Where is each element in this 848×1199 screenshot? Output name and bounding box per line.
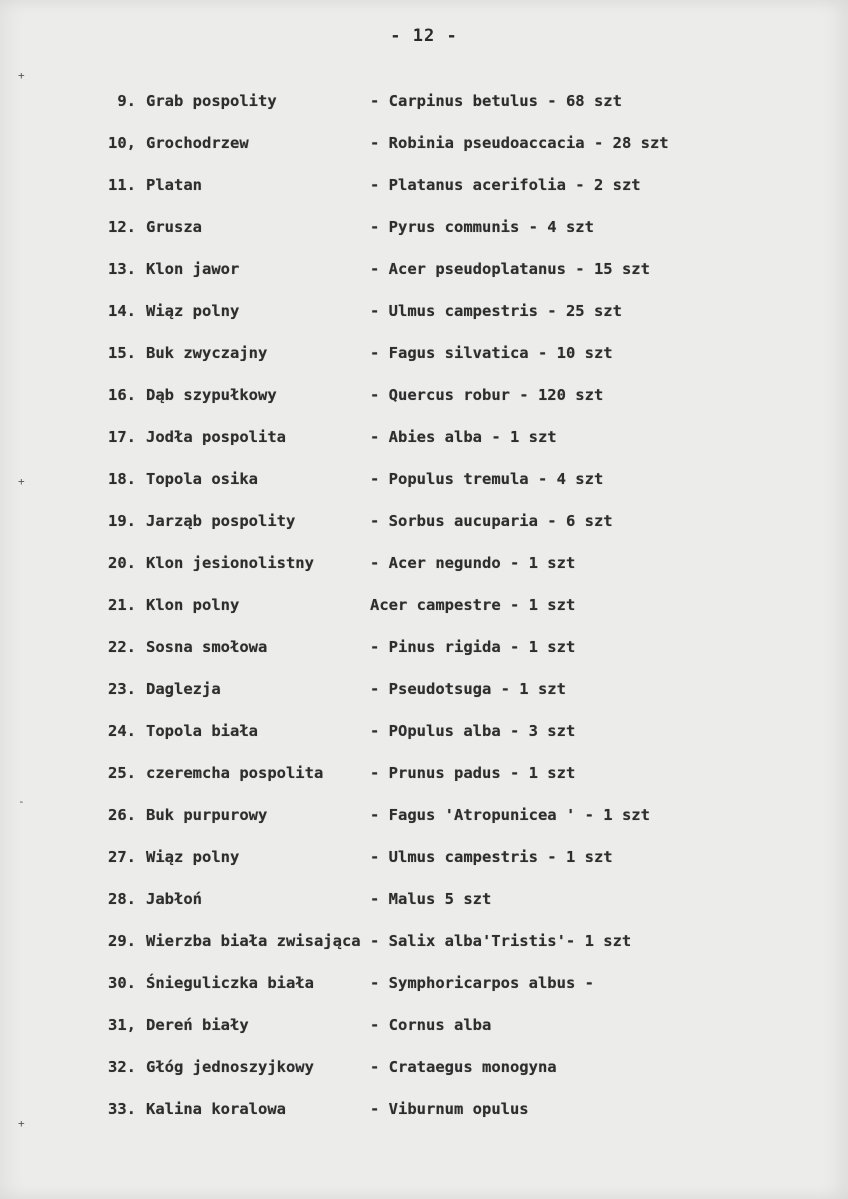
item-number: 21. [108, 596, 136, 614]
latin-name: - Ulmus campestris - 25 szt [370, 302, 622, 320]
latin-name: - Platanus acerifolia - 2 szt [370, 176, 641, 194]
common-name: Wiąz polny [146, 848, 240, 866]
list-item [0, 1016, 848, 1040]
latin-name: - Ulmus campestris - 1 szt [370, 848, 613, 866]
common-name: Wiąz polny [146, 302, 240, 320]
list-item [0, 344, 848, 368]
common-name: Klon jawor [146, 260, 240, 278]
list-item [0, 764, 848, 788]
margin-mark-icon: + [18, 475, 25, 488]
list-item [0, 932, 848, 956]
item-number: 31, [108, 1016, 136, 1034]
item-number: 23. [108, 680, 136, 698]
item-number: 12. [108, 218, 136, 236]
list-item [0, 428, 848, 452]
common-name: Buk zwyczajny [146, 344, 268, 362]
item-number: 22. [108, 638, 136, 656]
latin-name: - Carpinus betulus - 68 szt [370, 92, 622, 110]
item-number: 14. [108, 302, 136, 320]
list-item [0, 1100, 848, 1124]
list-item [0, 218, 848, 242]
latin-name: - Malus 5 szt [370, 890, 492, 908]
common-name: Sosna smołowa [146, 638, 268, 656]
margin-mark-icon: - [18, 795, 25, 808]
latin-name: - Symphoricarpos albus - [370, 974, 594, 992]
list-item [0, 176, 848, 200]
list-item [0, 386, 848, 410]
item-number: 15. [108, 344, 136, 362]
item-number: 13. [108, 260, 136, 278]
list-item [0, 260, 848, 284]
list-item [0, 974, 848, 998]
item-number: 25. [108, 764, 136, 782]
item-number: 24. [108, 722, 136, 740]
list-item [0, 92, 848, 116]
common-name: Wierzba biała zwisająca - Salix alba'Tristis'- 1 szt [146, 932, 632, 950]
item-number: 20. [108, 554, 136, 572]
common-name: Dereń biały [146, 1016, 249, 1034]
latin-name: - Pinus rigida - 1 szt [370, 638, 576, 656]
list-item [0, 596, 848, 620]
item-number: 11. [108, 176, 136, 194]
item-number: 33. [108, 1100, 136, 1118]
common-name: Topola biała [146, 722, 258, 740]
common-name: Głóg jednoszyjkowy [146, 1058, 314, 1076]
list-item [0, 470, 848, 494]
common-name: Klon jesionolistny [146, 554, 314, 572]
list-item [0, 806, 848, 830]
page-number: - 12 - [390, 26, 458, 46]
item-number: 17. [108, 428, 136, 446]
latin-name: - Acer pseudoplatanus - 15 szt [370, 260, 650, 278]
item-number: 10, [108, 134, 136, 152]
common-name: Topola osika [146, 470, 258, 488]
list-item [0, 890, 848, 914]
latin-name: - Fagus silvatica - 10 szt [370, 344, 613, 362]
latin-name: - Viburnum opulus [370, 1100, 529, 1118]
list-item [0, 1058, 848, 1082]
latin-name: - Robinia pseudoaccacia - 28 szt [370, 134, 669, 152]
latin-name: - Crataegus monogyna [370, 1058, 557, 1076]
latin-name: - Acer negundo - 1 szt [370, 554, 576, 572]
list-item [0, 722, 848, 746]
item-number: 30. [108, 974, 136, 992]
common-name: Jabłoń [146, 890, 202, 908]
common-name: Kalina koralowa [146, 1100, 286, 1118]
latin-name: - Populus tremula - 4 szt [370, 470, 604, 488]
list-item [0, 680, 848, 704]
common-name: Grusza [146, 218, 202, 236]
common-name: Grab pospolity [146, 92, 277, 110]
margin-mark-icon: + [18, 1117, 25, 1130]
latin-name: - Abies alba - 1 szt [370, 428, 557, 446]
latin-name: - Cornus alba [370, 1016, 492, 1034]
item-number: 29. [108, 932, 136, 950]
common-name: Daglezja [146, 680, 221, 698]
common-name: Dąb szypułkowy [146, 386, 277, 404]
latin-name: Acer campestre - 1 szt [370, 596, 576, 614]
list-item [0, 302, 848, 326]
list-item [0, 554, 848, 578]
common-name: Jodła pospolita [146, 428, 286, 446]
list-item [0, 512, 848, 536]
latin-name: - Pseudotsuga - 1 szt [370, 680, 566, 698]
item-number: 28. [108, 890, 136, 908]
list-item [0, 848, 848, 872]
common-name: czeremcha pospolita [146, 764, 324, 782]
item-number: 16. [108, 386, 136, 404]
common-name: Grochodrzew [146, 134, 249, 152]
margin-mark-icon: + [18, 69, 25, 82]
latin-name: - Fagus 'Atropunicea ' - 1 szt [370, 806, 650, 824]
latin-name: - Quercus robur - 120 szt [370, 386, 604, 404]
item-number: 19. [108, 512, 136, 530]
latin-name: - Prunus padus - 1 szt [370, 764, 576, 782]
list-item [0, 638, 848, 662]
common-name: Buk purpurowy [146, 806, 268, 824]
latin-name: - Sorbus aucuparia - 6 szt [370, 512, 613, 530]
item-number: 27. [108, 848, 136, 866]
item-number: 18. [108, 470, 136, 488]
common-name: Platan [146, 176, 202, 194]
latin-name: - POpulus alba - 3 szt [370, 722, 576, 740]
common-name: Jarząb pospolity [146, 512, 296, 530]
common-name: Klon polny [146, 596, 240, 614]
common-name: Śnieguliczka biała [146, 974, 314, 992]
item-number: 26. [108, 806, 136, 824]
item-number: 32. [108, 1058, 136, 1076]
list-item [0, 134, 848, 158]
latin-name: - Pyrus communis - 4 szt [370, 218, 594, 236]
item-number: 9. [117, 92, 136, 110]
